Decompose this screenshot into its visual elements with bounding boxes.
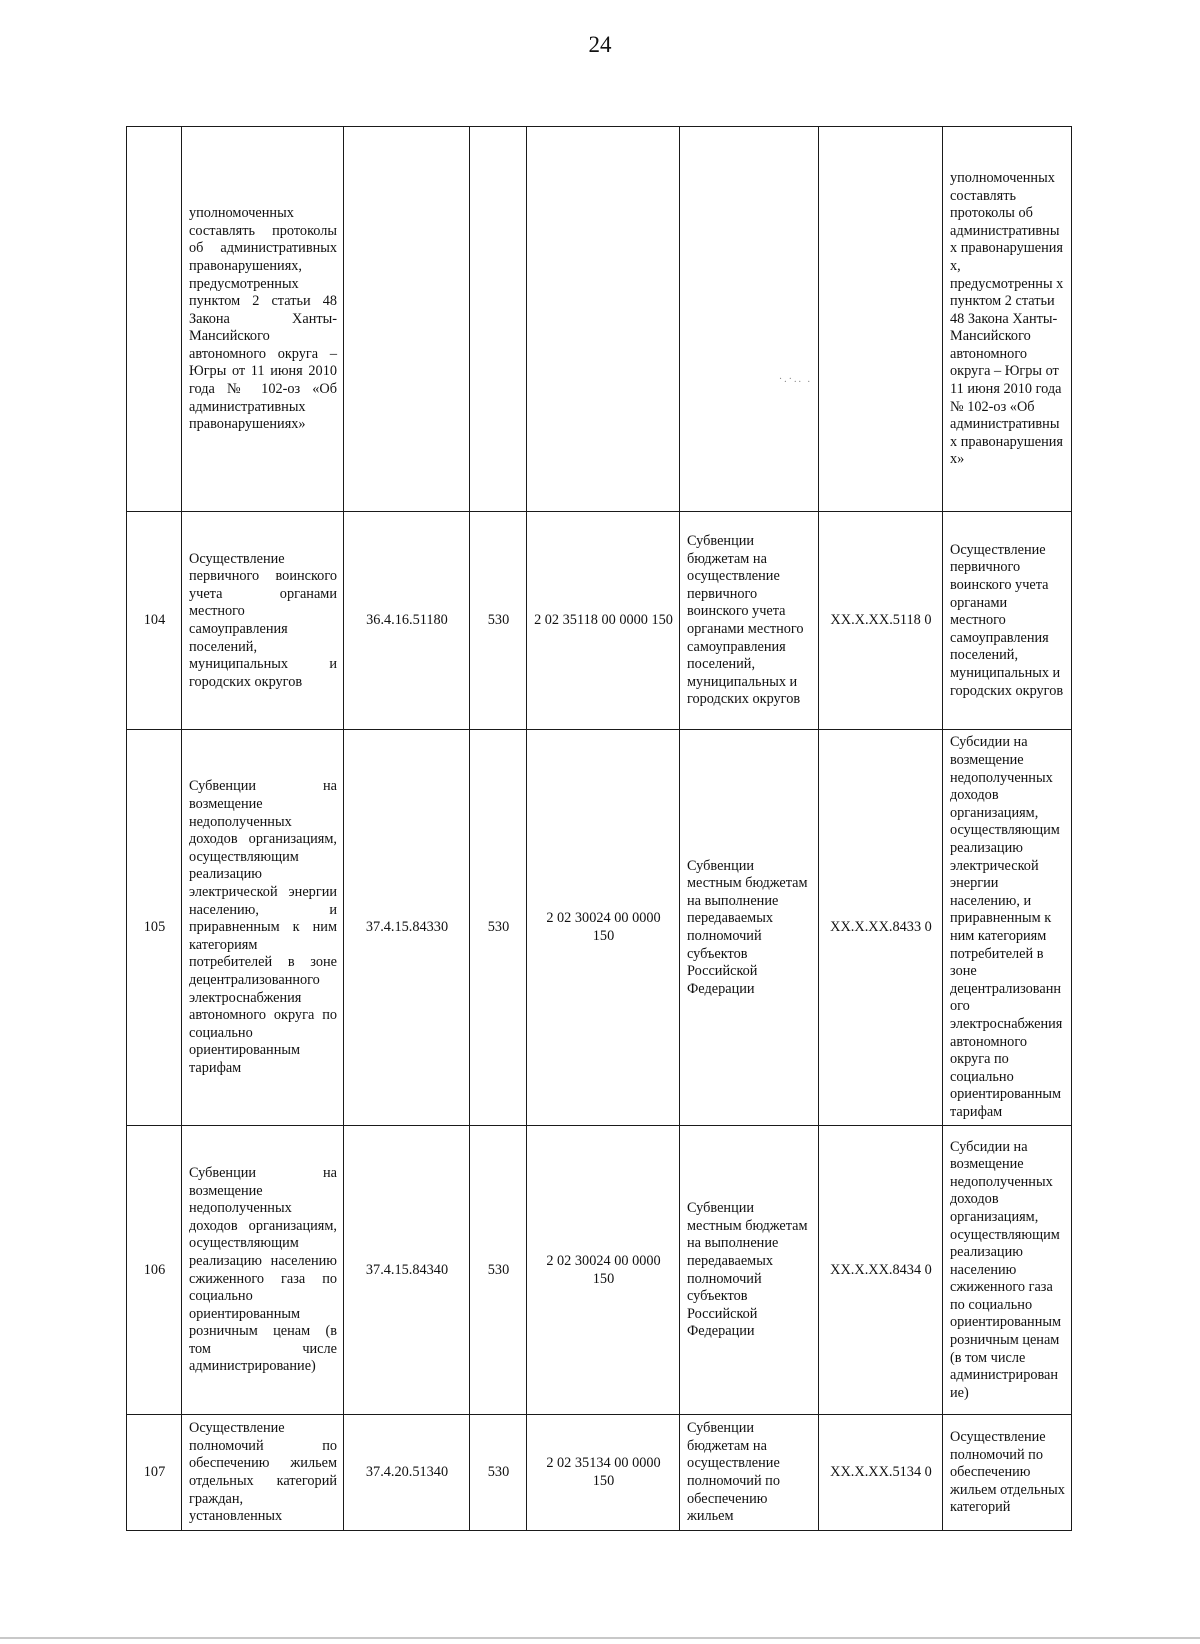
table-row [127, 1126, 1072, 1415]
row-name: Осуществление полномочий по обеспечению жильем отдельных категорий граждан, установленных [182, 1415, 344, 1531]
row-revenue-code: 2 02 35118 00 0000 150 [527, 512, 680, 730]
row-revenue-description: Субвенции местным бюджетам на выполнение передаваемых полномочий субъектов Российской Федерации [680, 730, 819, 1126]
row-target-code [344, 127, 470, 512]
row-revenue-description: Субвенции бюджетам на осуществление первичного воинского учета органами местного самоуправления поселений, муниципальных и городских округов [680, 512, 819, 730]
row-revenue-description: Субвенции местным бюджетам на выполнение передаваемых полномочий субъектов Российской Федерации [680, 1126, 819, 1415]
row-revenue-description [680, 127, 819, 512]
row-name: уполномоченных составлять протоколы об административных правонарушениях, предусмотренных пунктом 2 статьи 48 Закона Ханты-Мансийского автономного округа – Югры от 11 июня 2010 года № 102-оз «Об административных правонарушениях» [182, 127, 344, 512]
row-expense-type: 530 [470, 1415, 527, 1531]
row-classifier-code: XX.X.XX.8434 0 [819, 1126, 943, 1415]
row-number [127, 127, 182, 512]
row-name: Субвенции на возмещение недополученных доходов организациям, осуществляющим реализацию электрической энергии населению, и приравненным к ним категориям потребителей в зоне децентрализованного электроснабжения автономного округа по социально ориентированным тарифам [182, 730, 344, 1126]
row-target-code: 37.4.20.51340 [344, 1415, 470, 1531]
allocation-table [126, 126, 1072, 1531]
row-revenue-code: 2 02 35134 00 0000 150 [527, 1415, 680, 1531]
scan-edge-line [0, 1637, 1200, 1639]
row-expense-type: 530 [470, 1126, 527, 1415]
row-revenue-code [527, 127, 680, 512]
row-expense-type: 530 [470, 512, 527, 730]
row-classifier-code: XX.X.XX.5118 0 [819, 512, 943, 730]
table-row [127, 127, 1072, 512]
page-number: 24 [588, 32, 612, 57]
table-row [127, 730, 1072, 1126]
row-local-name: уполномоченных составлять протоколы об административных правонарушения х, предусмотренны х пунктом 2 статьи 48 Закона Ханты-Мансийского автономного округа – Югры от 11 июня 2010 года № 102-оз «Об административных правонарушения х» [943, 127, 1072, 512]
row-expense-type: 530 [470, 730, 527, 1126]
table-row [127, 512, 1072, 730]
row-revenue-description: Субвенции бюджетам на осуществление полномочий по обеспечению жильем [680, 1415, 819, 1531]
row-target-code: 37.4.15.84330 [344, 730, 470, 1126]
scan-speck: ·.·.. . [778, 373, 812, 385]
row-number: 104 [127, 512, 182, 730]
table-row [127, 1415, 1072, 1531]
row-local-name: Осуществление полномочий по обеспечению жильем отдельных категорий [943, 1415, 1072, 1531]
row-number: 106 [127, 1126, 182, 1415]
row-classifier-code: XX.X.XX.8433 0 [819, 730, 943, 1126]
row-revenue-code: 2 02 30024 00 0000 150 [527, 730, 680, 1126]
row-target-code: 36.4.16.51180 [344, 512, 470, 730]
row-local-name: Субсидии на возмещение недополученных доходов организациям, осуществляющим реализацию населению сжиженного газа по социально ориентированным розничным ценам (в том числе администрирование) [943, 1126, 1072, 1415]
row-classifier-code: XX.X.XX.5134 0 [819, 1415, 943, 1531]
row-local-name: Осуществление первичного воинского учета органами местного самоуправления поселений, муниципальных и городских округов [943, 512, 1072, 730]
row-name: Субвенции на возмещение недополученных доходов организациям, осуществляющим реализацию населению сжиженного газа по социально ориентированным розничным ценам (в том числе администрирование) [182, 1126, 344, 1415]
row-target-code: 37.4.15.84340 [344, 1126, 470, 1415]
row-expense-type [470, 127, 527, 512]
row-classifier-code [819, 127, 943, 512]
row-number: 105 [127, 730, 182, 1126]
row-name: Осуществление первичного воинского учета органами местного самоуправления поселений, муниципальных и городских округов [182, 512, 344, 730]
row-number: 107 [127, 1415, 182, 1531]
row-local-name: Субсидии на возмещение недополученных доходов организациям, осуществляющим реализацию электрической энергии населению, и приравненным к ним категориям потребителей в зоне децентрализованного электроснабжения автономного округа по социально ориентированным тарифам [943, 730, 1072, 1126]
row-revenue-code: 2 02 30024 00 0000 150 [527, 1126, 680, 1415]
